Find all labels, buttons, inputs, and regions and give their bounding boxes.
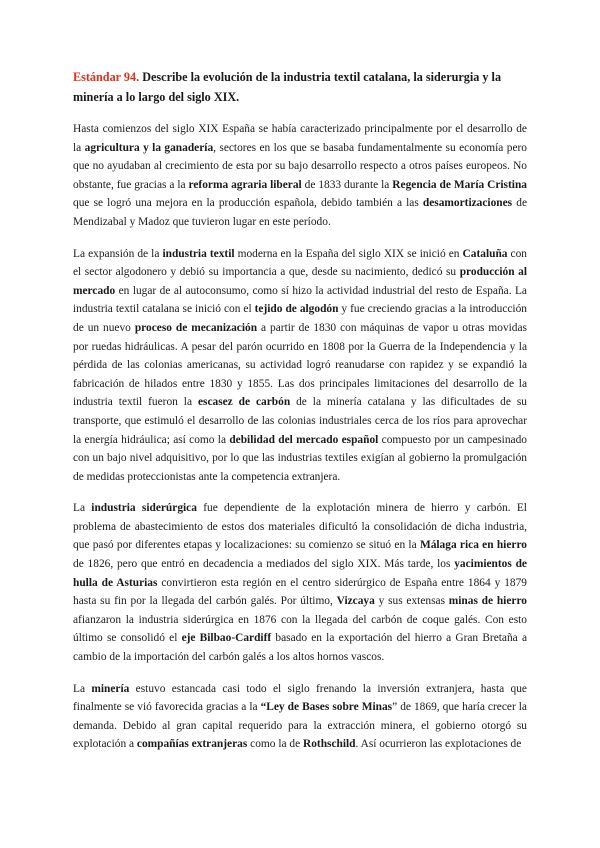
bold-term: producción al mercado bbox=[73, 266, 527, 297]
bold-term: minería bbox=[91, 682, 130, 695]
text-run: como la de bbox=[247, 738, 303, 751]
text-run: con el sector algodonero y debió su importancia a que, desde su nacimiento, dedicó su bbox=[73, 247, 528, 279]
text-run: La bbox=[73, 682, 92, 695]
text-run: de Mendizabal y Madoz que tuvieron lugar en este período. bbox=[73, 197, 527, 228]
text-run: de 1833 durante la bbox=[301, 178, 393, 191]
text-run: convirtieron esta región en el centro siderúrgico de España entre 1864 y 1879 hasta su fin por la llegada del carbón galés. Por último, bbox=[73, 576, 527, 608]
text-run: de la minería catalana y las dificultades de su transporte, que estimuló el desarrollo de las colonias industriales cerca de los ríos para aprovechar la energía hidráulica; así como la bbox=[73, 396, 527, 446]
bold-term: tejido de algodón bbox=[254, 303, 339, 316]
bold-term: compañías extranjeras bbox=[136, 738, 248, 751]
text-run: y fue creciendo gracias a la introducción de un nuevo bbox=[73, 303, 527, 334]
bold-term: Rothschild bbox=[302, 738, 356, 751]
text-run: fue dependiente de la explotación minera de hierro y carbón. El problema de abastecimiento de estos dos materiales dificultó la consolidación de dicha industria, que pasó por diferentes etapas y localizaciones: su comienzo se situó en la bbox=[73, 502, 527, 552]
bold-term: industria siderúrgica bbox=[91, 502, 197, 515]
text-run: La expansión de la bbox=[73, 247, 163, 260]
bold-term: reforma agraria liberal bbox=[188, 178, 302, 191]
text-run: a partir de 1830 con máquinas de vapor u otras movidas por ruedas hidráulicas. A pesar del parón ocurrido en 1808 por la Guerra de la Independencia y la pérdida de las colonias americanas, su actividad logró reanudarse con rapidez y se expandió la fabricación de hilados entre 1830 y 1855. Las dos principales limitaciones del desarrollo de la industria textil fueron la bbox=[73, 321, 527, 409]
bold-term: “Ley de Bases sobre Minas bbox=[260, 701, 393, 714]
bold-term: escasez de carbón bbox=[197, 396, 291, 409]
bold-term: Regencia de María Cristina bbox=[392, 178, 527, 191]
text-run: y sus extensas bbox=[374, 595, 449, 608]
bold-term: industria textil bbox=[162, 247, 235, 260]
text-run: , sectores en los que se basaba fundamentalmente su economía pero que no ayudaban al crecimiento de esta por su bajo desarrollo respecto a otros países europeos. No obstante, fue gracias a la bbox=[73, 141, 527, 191]
text-run: en lugar de al autoconsumo, como sí hizo la actividad industrial del resto de España. La industria textil catalana se inició con el bbox=[73, 284, 527, 316]
bold-term: Vizcaya bbox=[336, 595, 375, 608]
text-run: moderna en la España del siglo XIX se inició en bbox=[234, 247, 463, 260]
bold-term: agricultura y la ganadería bbox=[84, 141, 214, 154]
bold-term: eje Bilbao-Cardiff bbox=[181, 632, 272, 645]
bold-term: minas de hierro bbox=[448, 595, 528, 608]
text-run: La bbox=[73, 502, 92, 515]
document-body bbox=[73, 68, 527, 767]
bold-term: desamortizaciones bbox=[422, 197, 513, 210]
text-run: que se logró una mejora en la producción española, debido también a las bbox=[73, 197, 423, 210]
text-run: Hasta comienzos del siglo XIX España se había caracterizado principalmente por el desarrollo de la bbox=[73, 123, 527, 154]
text-run: de 1826, pero que entró en decadencia a mediados del siglo XIX. Más tarde, los bbox=[73, 558, 455, 571]
text-run: afianzaron la industria siderúrgica en 1876 con la llegada del carbón de coque galés. Con esto último se consolidó el bbox=[73, 613, 527, 645]
paragraph-intro bbox=[73, 120, 527, 232]
text-run: . Así ocurrieron las explotaciones de bbox=[355, 738, 522, 751]
document-title bbox=[73, 68, 527, 107]
bold-term: yacimientos de hulla de Asturias bbox=[73, 558, 527, 589]
paragraph-steel bbox=[73, 499, 527, 666]
question-text: Describe la evolución de la industria textil catalana, la siderurgia y la minería a lo largo del siglo XIX. bbox=[73, 70, 502, 104]
bold-term: Cataluña bbox=[462, 247, 508, 260]
paragraph-mining bbox=[73, 680, 527, 754]
text-run: compuesto por un campesinado con un bajo nivel adquisitivo, por lo que las industrias textiles exigían al gobierno la promulgación de medidas proteccionistas ante la competencia extranjera. bbox=[73, 433, 527, 483]
text-run: basado en la exportación del hierro a Gran Bretaña a cambio de la importación del carbón galés a los altos hornos vascos. bbox=[73, 632, 527, 664]
paragraph-textile bbox=[73, 245, 527, 487]
standard-label: Estándar 94. bbox=[73, 70, 140, 84]
bold-term: proceso de mecanización bbox=[134, 321, 258, 334]
bold-term: Málaga rica en hierro bbox=[419, 539, 527, 552]
bold-term: debilidad del mercado español bbox=[229, 433, 379, 446]
text-run: estuvo estancada casi todo el siglo frenando la inversión extranjera, hasta que finalmente se vió favorecida gracias a la bbox=[73, 682, 527, 714]
text-run: ” de 1869, que haría crecer la demanda. Debido al gran capital requerido para la extracción minera, el gobierno otorgó su explotación a bbox=[73, 701, 527, 751]
